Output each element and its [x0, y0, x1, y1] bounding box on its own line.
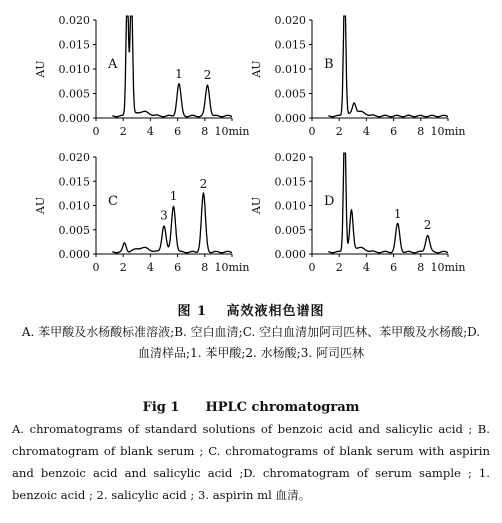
x-tick-label: 2 [119, 261, 127, 274]
y-axis-label: AU [34, 196, 47, 215]
x-tick-label: 8 [201, 125, 209, 138]
x-tick-label: 0 [92, 261, 100, 274]
y-tick-label: 0.005 [58, 223, 90, 237]
x-tick-label: 0 [308, 125, 316, 138]
y-tick-label: 0.000 [58, 112, 90, 125]
y-tick-label: 0.015 [58, 38, 90, 52]
x-tick-label: 6 [174, 125, 182, 138]
peak-label: 1 [175, 67, 183, 82]
peak-label: 3 [160, 208, 168, 223]
chromatogram-trace [328, 16, 448, 117]
x-tick-label: 4 [146, 125, 154, 138]
peak-label: 2 [423, 218, 432, 233]
x-tick-label: 0 [308, 261, 316, 274]
chromatogram-panel-b [250, 14, 466, 138]
x-tick-label: 10min [214, 125, 250, 138]
chromatogram-panel-c [34, 151, 250, 274]
chromatogram-panel-d [250, 151, 466, 274]
peak-label: 2 [203, 68, 212, 83]
x-tick-label: 6 [174, 261, 182, 274]
figure-title-english: Fig 1 HPLC chromatogram [142, 400, 360, 415]
y-tick-label: 0.020 [274, 14, 306, 27]
y-axis-label: AU [250, 196, 263, 215]
y-axis-label: AU [250, 60, 263, 78]
x-tick-label: 6 [390, 125, 398, 138]
x-tick-label: 4 [146, 261, 154, 274]
figure-title-chinese: 图 1 高效液相色谱图 [177, 304, 325, 319]
y-tick-label: 0.010 [274, 199, 306, 213]
y-tick-label: 0.010 [274, 63, 306, 76]
y-tick-label: 0.020 [274, 151, 306, 164]
panel-letter: B [324, 57, 334, 72]
x-tick-label: 8 [417, 125, 425, 138]
x-tick-label: 6 [390, 261, 398, 274]
y-tick-label: 0.015 [274, 38, 306, 52]
x-tick-label: 4 [362, 261, 370, 274]
y-tick-label: 0.020 [58, 151, 90, 164]
x-tick-label: 10min [214, 261, 250, 274]
x-tick-label: 2 [335, 261, 343, 274]
peak-label: 1 [393, 206, 402, 221]
y-tick-label: 0.020 [58, 14, 90, 27]
y-tick-label: 0.000 [274, 112, 306, 125]
x-tick-label: 4 [362, 125, 370, 138]
y-axis-label: AU [34, 60, 47, 78]
chromatogram-panel-a [34, 14, 250, 138]
y-tick-label: 0.005 [58, 87, 90, 101]
y-tick-label: 0.010 [58, 63, 90, 76]
y-tick-label: 0.015 [58, 175, 90, 189]
figure-legend-english: A. chromatograms of standard solutions of benzoic acid and salicylic acid ; B. chromatogram of blank serum ; C. chromatograms of blank serum with aspirin and benzoic acid and salicylic acid ;D. chromatogram of serum sample ; 1. benzoic acid ; 2. salicylic acid ; 3. aspirin ml 血清。 [12, 422, 490, 502]
chromatogram-trace [328, 153, 448, 253]
y-tick-label: 0.000 [274, 248, 306, 261]
chromatogram-trace [112, 16, 232, 117]
y-tick-label: 0.000 [58, 248, 90, 261]
peak-label: 1 [169, 188, 178, 203]
panel-letter: C [108, 194, 118, 209]
y-tick-label: 0.005 [274, 87, 306, 101]
panel-letter: D [324, 194, 335, 209]
y-tick-label: 0.005 [274, 223, 306, 237]
x-tick-label: 8 [417, 261, 425, 274]
x-tick-label: 2 [335, 125, 343, 138]
y-tick-label: 0.015 [274, 175, 306, 189]
x-tick-label: 10min [430, 261, 466, 274]
x-tick-label: 8 [201, 261, 209, 274]
y-tick-label: 0.010 [58, 199, 90, 213]
figure-legend-chinese: A. 苯甲酸及水杨酸标准溶液;B. 空白血清;C. 空白血清加阿司匹林、苯甲酸及水杨酸;D. 血清样品;1. 苯甲酸;2. 水杨酸;3. 阿司匹林 [21, 325, 481, 360]
x-tick-label: 0 [92, 125, 100, 138]
panel-letter: A [108, 57, 118, 72]
peak-label: 2 [199, 176, 208, 191]
x-tick-label: 2 [119, 125, 127, 138]
x-tick-label: 10min [430, 125, 466, 138]
